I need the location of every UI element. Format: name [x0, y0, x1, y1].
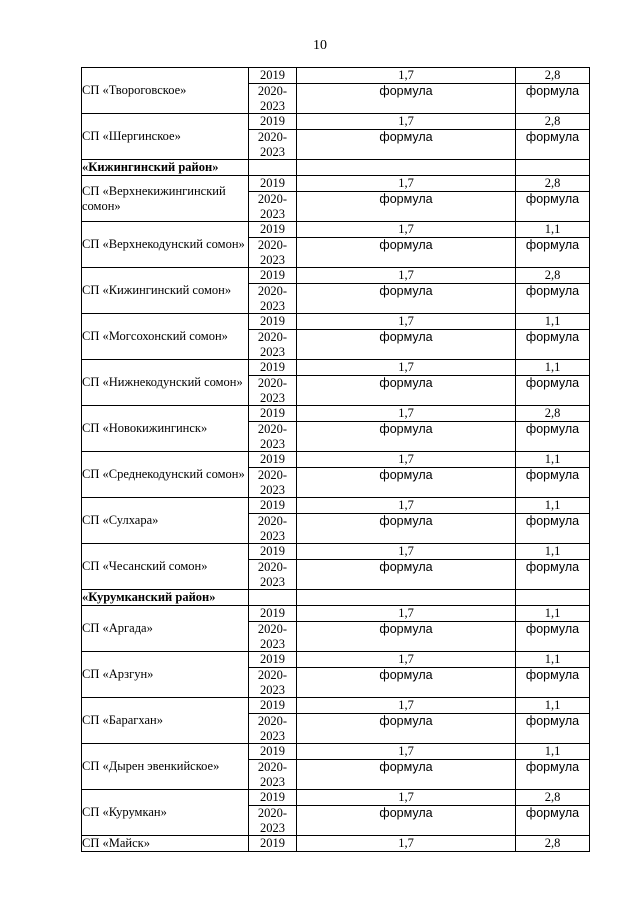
formula-cell: формула [516, 806, 590, 836]
year-cell: 2019 [249, 452, 297, 468]
formula-cell: формула [297, 714, 516, 744]
formula-cell: формула [297, 130, 516, 160]
settlement-name: СП «Могсохонский сомон» [82, 314, 249, 360]
value-cell: 2,8 [516, 268, 590, 284]
formula-cell: формула [516, 422, 590, 452]
formula-cell: формула [516, 468, 590, 498]
section-row [82, 160, 590, 176]
formula-cell: формула [297, 284, 516, 314]
value-cell: 1,7 [297, 744, 516, 760]
year-cell: 2019 [249, 744, 297, 760]
settlement-name: СП «Барагхан» [82, 698, 249, 744]
year-cell: 2019 [249, 222, 297, 238]
formula-cell: формула [297, 760, 516, 790]
table-row [82, 606, 590, 622]
settlement-name: СП «Шергинское» [82, 114, 249, 160]
value-cell: 1,7 [297, 222, 516, 238]
empty-cell [516, 590, 590, 606]
settlement-name: СП «Верхнекодунский сомон» [82, 222, 249, 268]
year-cell: 2020-2023 [249, 84, 297, 114]
value-cell: 1,7 [297, 176, 516, 192]
value-cell: 1,7 [297, 268, 516, 284]
settlement-name: СП «Нижнекодунский сомон» [82, 360, 249, 406]
settlement-name: СП «Курумкан» [82, 790, 249, 836]
table-row [82, 360, 590, 376]
formula-cell: формула [516, 84, 590, 114]
formula-cell: формула [516, 192, 590, 222]
year-cell: 2019 [249, 790, 297, 806]
year-cell: 2019 [249, 606, 297, 622]
settlement-name: СП «Майск» [82, 836, 249, 852]
value-cell: 1,7 [297, 452, 516, 468]
formula-cell: формула [297, 668, 516, 698]
value-cell: 1,7 [297, 790, 516, 806]
rates-table [81, 67, 590, 852]
year-cell: 2020-2023 [249, 330, 297, 360]
year-cell: 2020-2023 [249, 760, 297, 790]
table-row [82, 68, 590, 84]
formula-cell: формула [516, 376, 590, 406]
value-cell: 2,8 [516, 114, 590, 130]
table-row [82, 114, 590, 130]
year-cell: 2020-2023 [249, 668, 297, 698]
table-row [82, 176, 590, 192]
value-cell: 1,1 [516, 314, 590, 330]
table-row [82, 836, 590, 852]
formula-cell: формула [516, 714, 590, 744]
value-cell: 1,1 [516, 606, 590, 622]
year-cell: 2020-2023 [249, 422, 297, 452]
year-cell: 2020-2023 [249, 284, 297, 314]
formula-cell: формула [516, 560, 590, 590]
empty-cell [516, 160, 590, 176]
section-row [82, 590, 590, 606]
value-cell: 1,7 [297, 698, 516, 714]
formula-cell: формула [516, 668, 590, 698]
year-cell: 2019 [249, 360, 297, 376]
value-cell: 2,8 [516, 406, 590, 422]
formula-cell: формула [297, 468, 516, 498]
formula-cell: формула [297, 422, 516, 452]
empty-cell [297, 160, 516, 176]
formula-cell: формула [297, 514, 516, 544]
settlement-name: СП «Арзгун» [82, 652, 249, 698]
year-cell: 2020-2023 [249, 560, 297, 590]
table-row [82, 314, 590, 330]
year-cell: 2019 [249, 652, 297, 668]
year-cell: 2019 [249, 114, 297, 130]
formula-cell: формула [297, 560, 516, 590]
year-cell: 2019 [249, 314, 297, 330]
year-cell: 2019 [249, 268, 297, 284]
year-cell: 2019 [249, 176, 297, 192]
value-cell: 1,1 [516, 452, 590, 468]
table-row [82, 698, 590, 714]
year-cell: 2020-2023 [249, 806, 297, 836]
formula-cell: формула [297, 806, 516, 836]
year-cell: 2019 [249, 406, 297, 422]
value-cell: 1,1 [516, 544, 590, 560]
year-cell: 2020-2023 [249, 238, 297, 268]
year-cell: 2020-2023 [249, 514, 297, 544]
value-cell: 2,8 [516, 176, 590, 192]
value-cell: 1,1 [516, 744, 590, 760]
settlement-name: СП «Твороговское» [82, 68, 249, 114]
empty-cell [249, 160, 297, 176]
value-cell: 1,7 [297, 606, 516, 622]
table-row [82, 652, 590, 668]
value-cell: 1,7 [297, 68, 516, 84]
value-cell: 1,7 [297, 360, 516, 376]
year-cell: 2020-2023 [249, 714, 297, 744]
settlement-name: СП «Кижингинский сомон» [82, 268, 249, 314]
value-cell: 1,1 [516, 652, 590, 668]
empty-cell [297, 590, 516, 606]
year-cell: 2019 [249, 544, 297, 560]
table-row [82, 222, 590, 238]
settlement-name: СП «Дырен эвенкийское» [82, 744, 249, 790]
empty-cell [249, 590, 297, 606]
settlement-name: СП «Аргада» [82, 606, 249, 652]
settlement-name: СП «Среднекодунский сомон» [82, 452, 249, 498]
value-cell: 1,7 [297, 652, 516, 668]
table-row [82, 268, 590, 284]
year-cell: 2020-2023 [249, 468, 297, 498]
year-cell: 2019 [249, 698, 297, 714]
value-cell: 1,1 [516, 360, 590, 376]
value-cell: 1,1 [516, 698, 590, 714]
year-cell: 2020-2023 [249, 376, 297, 406]
table-row [82, 452, 590, 468]
value-cell: 1,7 [297, 544, 516, 560]
value-cell: 1,7 [297, 406, 516, 422]
value-cell: 1,1 [516, 498, 590, 514]
formula-cell: формула [516, 238, 590, 268]
section-title: «Кижингинский район» [82, 160, 249, 176]
table-row [82, 498, 590, 514]
value-cell: 1,7 [297, 314, 516, 330]
page-number: 10 [313, 38, 327, 53]
table-row [82, 544, 590, 560]
formula-cell: формула [297, 192, 516, 222]
value-cell: 2,8 [516, 836, 590, 852]
settlement-name: СП «Верхнекижингинский сомон» [82, 176, 249, 222]
formula-cell: формула [516, 330, 590, 360]
formula-cell: формула [516, 622, 590, 652]
year-cell: 2020-2023 [249, 130, 297, 160]
year-cell: 2019 [249, 498, 297, 514]
settlement-name: СП «Новокижингинск» [82, 406, 249, 452]
year-cell: 2019 [249, 68, 297, 84]
formula-cell: формула [297, 376, 516, 406]
value-cell: 1,7 [297, 498, 516, 514]
year-cell: 2019 [249, 836, 297, 852]
settlement-name: СП «Чесанский сомон» [82, 544, 249, 590]
formula-cell: формула [516, 130, 590, 160]
formula-cell: формула [297, 238, 516, 268]
table-row [82, 406, 590, 422]
formula-cell: формула [297, 330, 516, 360]
formula-cell: формула [516, 514, 590, 544]
year-cell: 2020-2023 [249, 192, 297, 222]
value-cell: 2,8 [516, 68, 590, 84]
formula-cell: формула [516, 284, 590, 314]
formula-cell: формула [516, 760, 590, 790]
value-cell: 1,7 [297, 114, 516, 130]
formula-cell: формула [297, 622, 516, 652]
table-row [82, 744, 590, 760]
table-body [82, 68, 590, 852]
value-cell: 1,1 [516, 222, 590, 238]
table-row [82, 790, 590, 806]
formula-cell: формула [297, 84, 516, 114]
settlement-name: СП «Сулхара» [82, 498, 249, 544]
section-title: «Курумканский район» [82, 590, 249, 606]
year-cell: 2020-2023 [249, 622, 297, 652]
value-cell: 2,8 [516, 790, 590, 806]
value-cell: 1,7 [297, 836, 516, 852]
